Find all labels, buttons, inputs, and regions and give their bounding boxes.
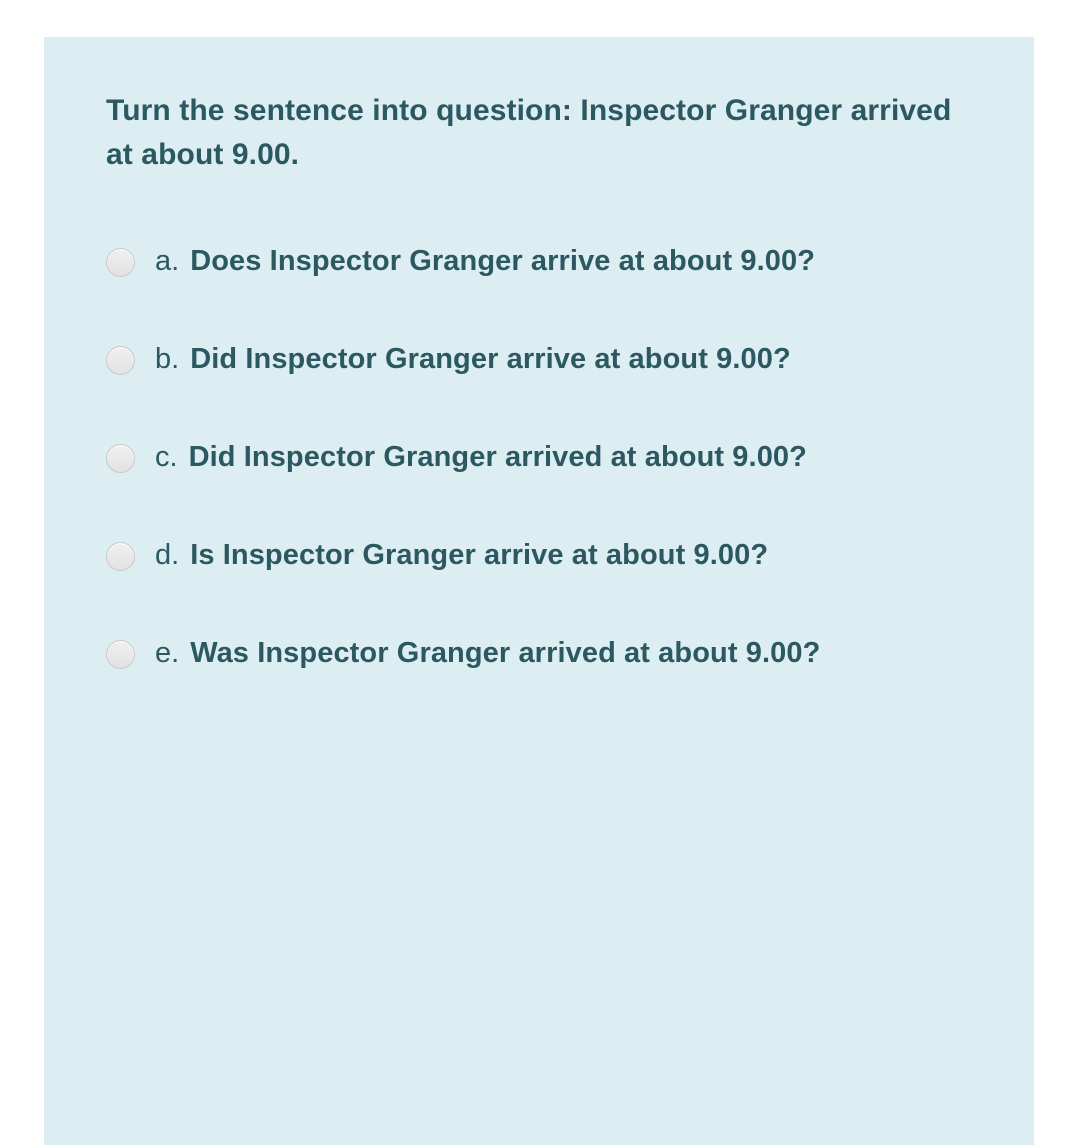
question-prompt: Turn the sentence into question: Inspector Granger arrived at about 9.00. xyxy=(106,94,952,171)
option-d-letter: d. xyxy=(155,538,180,571)
option-d-label: Is Inspector Granger arrive at about 9.00? xyxy=(190,538,769,571)
option-a-label: Does Inspector Granger arrive at about 9.00? xyxy=(190,244,816,277)
option-b-label: Did Inspector Granger arrive at about 9.00? xyxy=(190,342,791,375)
option-b[interactable] xyxy=(106,337,994,381)
option-a[interactable] xyxy=(106,239,994,283)
option-a-body xyxy=(155,239,815,283)
option-c[interactable] xyxy=(106,435,994,479)
option-b-body xyxy=(155,337,791,381)
option-d-body xyxy=(155,533,768,577)
option-e-label: Was Inspector Granger arrived at about 9.00? xyxy=(190,636,821,669)
option-e[interactable] xyxy=(106,631,994,675)
option-d[interactable] xyxy=(106,533,994,577)
radio-button-c[interactable] xyxy=(106,444,135,473)
question-card xyxy=(44,37,1034,1145)
option-c-label: Did Inspector Granger arrived at about 9.00? xyxy=(188,440,807,473)
radio-button-b[interactable] xyxy=(106,346,135,375)
radio-button-d[interactable] xyxy=(106,542,135,571)
option-a-letter: a. xyxy=(155,244,180,277)
radio-button-e[interactable] xyxy=(106,640,135,669)
option-c-letter: c. xyxy=(155,440,178,473)
option-e-body xyxy=(155,631,820,675)
option-c-body xyxy=(155,435,807,479)
option-e-letter: e. xyxy=(155,636,180,669)
answer-options-list xyxy=(106,239,994,675)
option-b-letter: b. xyxy=(155,342,180,375)
radio-button-a[interactable] xyxy=(106,248,135,277)
